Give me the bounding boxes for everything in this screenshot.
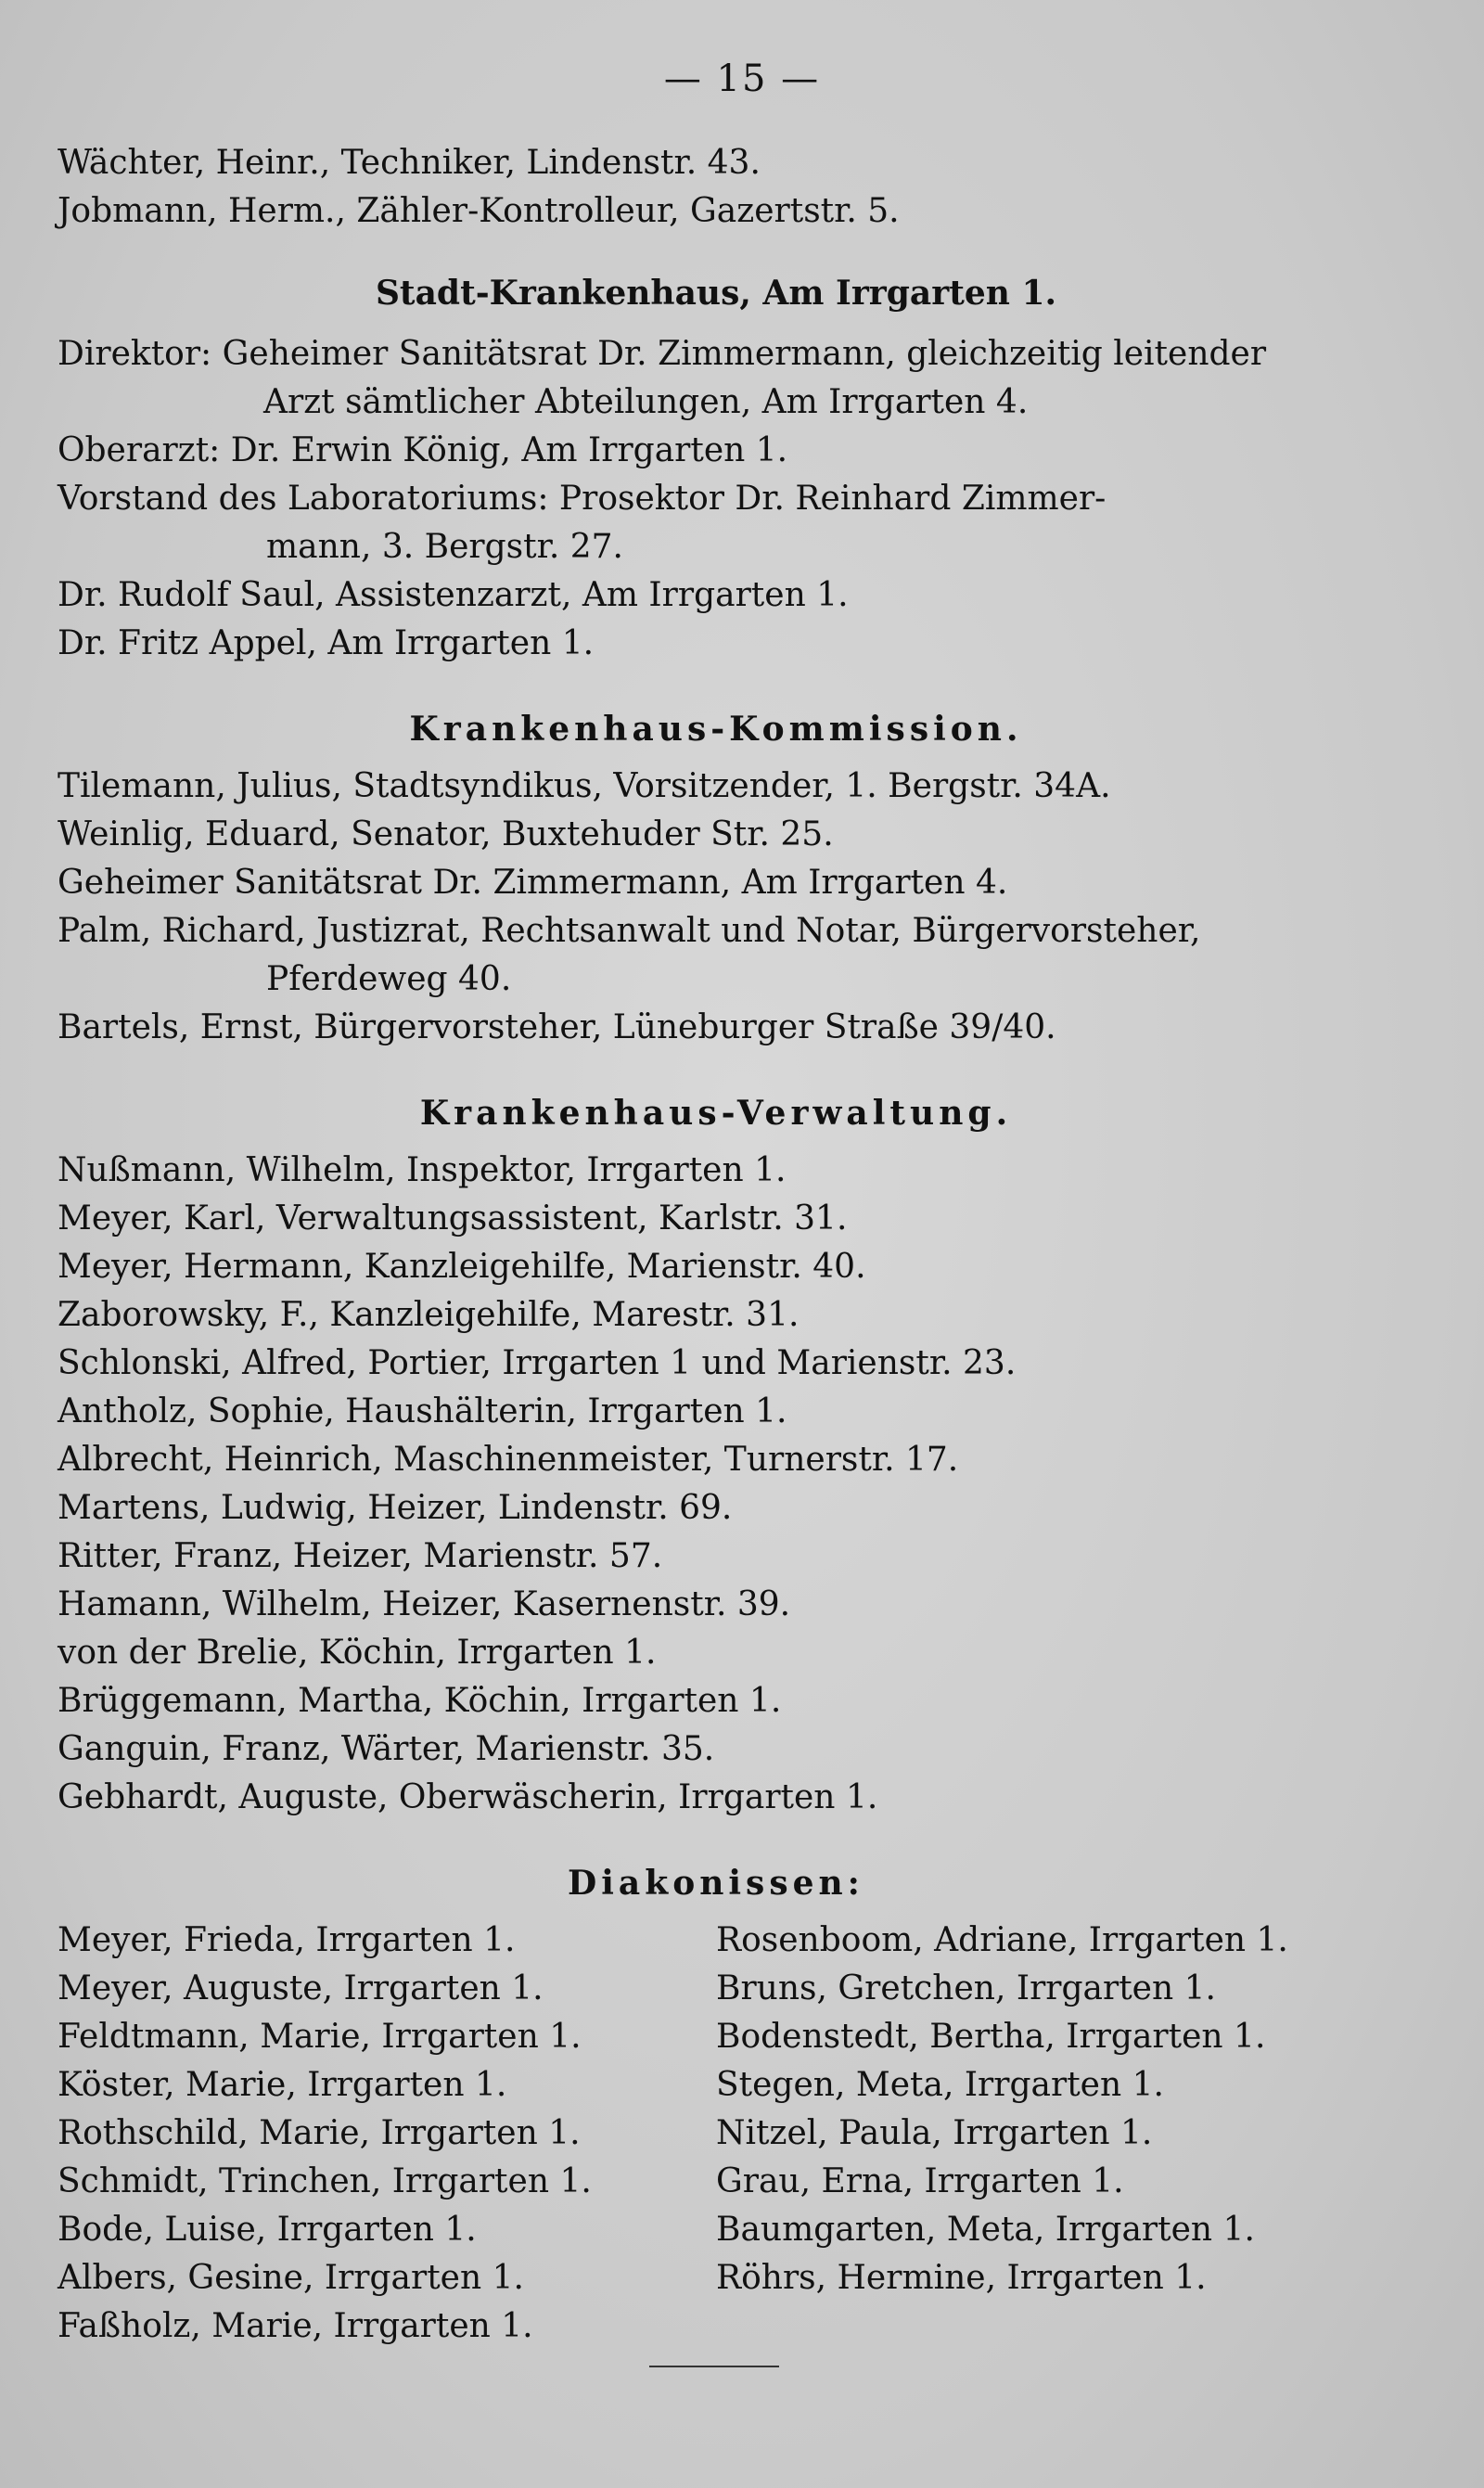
verwaltung-entry: Albrecht, Heinrich, Maschinenmeister, Turnerstr. 17. bbox=[58, 1441, 959, 1479]
saul-line: Dr. Rudolf Saul, Assistenzarzt, Am Irrgarten 1. bbox=[58, 576, 849, 614]
diakonisse-entry: Stegen, Meta, Irrgarten 1. bbox=[716, 2066, 1164, 2104]
entry-line: Wächter, Heinr., Techniker, Lindenstr. 43. bbox=[58, 144, 761, 182]
diakonisse-entry: Köster, Marie, Irrgarten 1. bbox=[58, 2066, 507, 2104]
vorstand-line: Vorstand des Laboratoriums: Prosektor Dr. Reinhard Zimmer- bbox=[58, 480, 1107, 518]
diakonisse-entry: Bodenstedt, Bertha, Irrgarten 1. bbox=[716, 2018, 1266, 2056]
verwaltung-entry: Martens, Ludwig, Heizer, Lindenstr. 69. bbox=[58, 1489, 733, 1527]
direktor-line: Direktor: Geheimer Sanitätsrat Dr. Zimmermann, gleichzeitig leitender bbox=[58, 335, 1267, 373]
diakonisse-entry: Feldtmann, Marie, Irrgarten 1. bbox=[58, 2018, 582, 2056]
diakonisse-entry: Faßholz, Marie, Irrgarten 1. bbox=[58, 2307, 533, 2345]
kommission-entry: Palm, Richard, Justizrat, Rechtsanwalt und Notar, Bürgervorsteher, bbox=[58, 912, 1201, 950]
verwaltung-entry: Meyer, Karl, Verwaltungsassistent, Karlstr. 31. bbox=[58, 1199, 848, 1238]
verwaltung-entry: Ganguin, Franz, Wärter, Marienstr. 35. bbox=[58, 1730, 715, 1768]
verwaltung-entry: Hamann, Wilhelm, Heizer, Kasernenstr. 39. bbox=[58, 1585, 791, 1623]
entry-line: Jobmann, Herm., Zähler-Kontrolleur, Gazertstr. 5. bbox=[58, 192, 900, 230]
section-heading-kommission: Krankenhaus-Kommission. bbox=[409, 710, 1023, 749]
page-content bbox=[58, 139, 1375, 2351]
verwaltung-entry: Ritter, Franz, Heizer, Marienstr. 57. bbox=[58, 1537, 663, 1575]
diakonisse-entry: Grau, Erna, Irrgarten 1. bbox=[716, 2162, 1124, 2200]
diakonissen-columns bbox=[58, 1917, 1375, 2351]
section-heading-stadt-krankenhaus: Stadt-Krankenhaus, Am Irrgarten 1. bbox=[375, 274, 1057, 313]
kommission-entry: Tilemann, Julius, Stadtsyndikus, Vorsitzender, 1. Bergstr. 34A. bbox=[58, 767, 1111, 805]
direktor-line-continued: Arzt sämtlicher Abteilungen, Am Irrgarten 4. bbox=[263, 383, 1029, 421]
appel-line: Dr. Fritz Appel, Am Irrgarten 1. bbox=[58, 624, 595, 662]
kommission-entry: Bartels, Ernst, Bürgervorsteher, Lüneburger Straße 39/40. bbox=[58, 1008, 1056, 1046]
verwaltung-entry: Antholz, Sophie, Haushälterin, Irrgarten 1. bbox=[58, 1392, 787, 1430]
verwaltung-entry: Nußmann, Wilhelm, Inspektor, Irrgarten 1. bbox=[58, 1151, 787, 1189]
page-number: — 15 — bbox=[663, 58, 821, 100]
kommission-entry: Weinlig, Eduard, Senator, Buxtehuder Str. 25. bbox=[58, 815, 834, 853]
diakonisse-entry: Meyer, Frieda, Irrgarten 1. bbox=[58, 1921, 516, 1959]
diakonisse-entry: Bode, Luise, Irrgarten 1. bbox=[58, 2211, 477, 2249]
diakonisse-entry: Bruns, Gretchen, Irrgarten 1. bbox=[716, 1969, 1216, 2007]
diakonissen-left-column bbox=[58, 1917, 716, 2351]
diakonisse-entry: Nitzel, Paula, Irrgarten 1. bbox=[716, 2114, 1153, 2152]
kommission-entry-continued: Pferdeweg 40. bbox=[266, 960, 512, 998]
diakonisse-entry: Albers, Gesine, Irrgarten 1. bbox=[58, 2259, 524, 2297]
diakonisse-entry: Rosenboom, Adriane, Irrgarten 1. bbox=[716, 1921, 1288, 1959]
verwaltung-entry: Zaborowsky, F., Kanzleigehilfe, Marestr. 31. bbox=[58, 1296, 800, 1334]
closing-rule bbox=[649, 2366, 779, 2367]
diakonisse-entry: Rothschild, Marie, Irrgarten 1. bbox=[58, 2114, 581, 2152]
section-heading-diakonissen: Diakonissen: bbox=[568, 1864, 864, 1903]
section-heading-verwaltung: Krankenhaus-Verwaltung. bbox=[419, 1094, 1013, 1133]
diakonisse-entry: Röhrs, Hermine, Irrgarten 1. bbox=[716, 2259, 1207, 2297]
kommission-entry: Geheimer Sanitätsrat Dr. Zimmermann, Am Irrgarten 4. bbox=[58, 864, 1008, 902]
verwaltung-entry: von der Brelie, Köchin, Irrgarten 1. bbox=[58, 1634, 657, 1672]
vorstand-line-continued: mann, 3. Bergstr. 27. bbox=[266, 528, 623, 566]
diakonisse-entry: Schmidt, Trinchen, Irrgarten 1. bbox=[58, 2162, 592, 2200]
verwaltung-entry: Schlonski, Alfred, Portier, Irrgarten 1 und Marienstr. 23. bbox=[58, 1344, 1017, 1382]
diakonisse-entry: Meyer, Auguste, Irrgarten 1. bbox=[58, 1969, 544, 2007]
diakonisse-entry: Baumgarten, Meta, Irrgarten 1. bbox=[716, 2211, 1255, 2249]
verwaltung-entry: Meyer, Hermann, Kanzleigehilfe, Marienstr. 40. bbox=[58, 1248, 866, 1286]
diakonissen-right-column bbox=[716, 1917, 1375, 2351]
oberarzt-line: Oberarzt: Dr. Erwin König, Am Irrgarten 1. bbox=[58, 431, 788, 469]
verwaltung-entry: Brüggemann, Martha, Köchin, Irrgarten 1. bbox=[58, 1682, 782, 1720]
verwaltung-entry: Gebhardt, Auguste, Oberwäscherin, Irrgarten 1. bbox=[58, 1778, 878, 1816]
